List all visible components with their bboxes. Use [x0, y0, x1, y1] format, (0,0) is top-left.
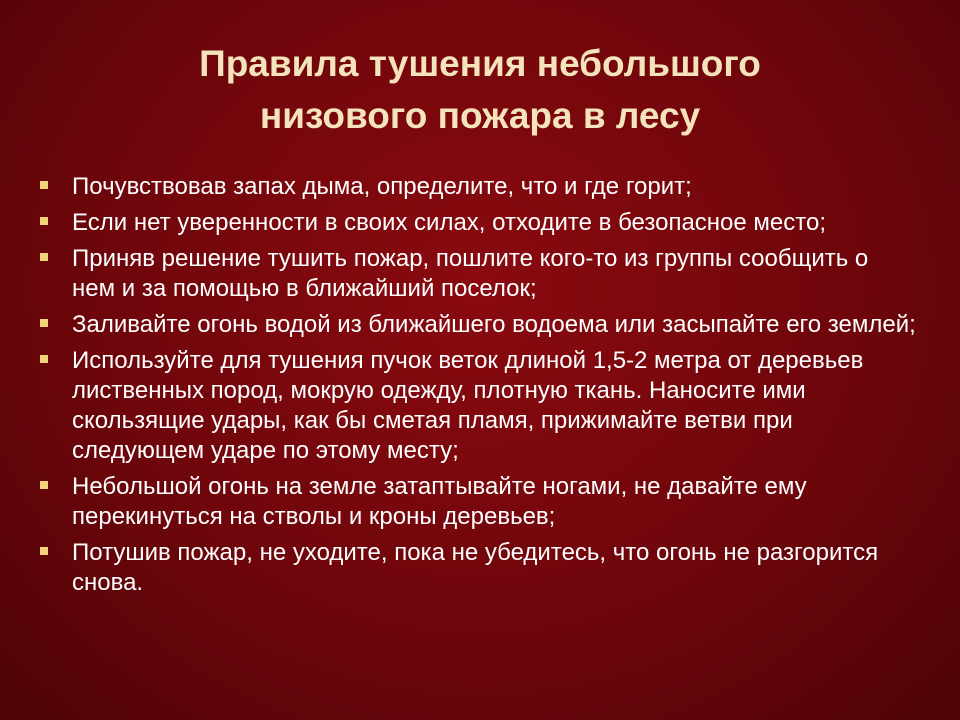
square-bullet-icon	[40, 481, 48, 489]
bullet-text: Если нет уверенности в своих силах, отходите в безопасное место;	[72, 209, 826, 236]
bullet-text: Почувствовав запах дыма, определите, что и где горит;	[72, 173, 692, 200]
square-bullet-icon	[40, 547, 48, 555]
square-bullet-icon	[40, 355, 48, 363]
bullet-text: Приняв решение тушить пожар, пошлите кого-то из группы сообщить о нем и за помощью в ближайший поселок;	[72, 245, 869, 302]
square-bullet-icon	[40, 319, 48, 327]
bullet-item	[38, 244, 918, 304]
bullet-item	[38, 172, 918, 202]
bullet-text: Заливайте огонь водой из ближайшего водоема или засыпайте его землей;	[72, 311, 916, 338]
bullet-text: Используйте для тушения пучок веток длиной 1,5-2 метра от деревьев лиственных пород, мокрую одежду, плотную ткань. Наносите ими скользящие удары, как бы сметая пламя, прижимайте ветви при следующем ударе по этому месту;	[72, 347, 864, 464]
bullet-item	[38, 208, 918, 238]
bullet-text: Небольшой огонь на земле затаптывайте ногами, не давайте ему перекинуться на стволы и кроны деревьев;	[72, 473, 807, 530]
square-bullet-icon	[40, 217, 48, 225]
square-bullet-icon	[40, 253, 48, 261]
square-bullet-icon	[40, 181, 48, 189]
slide-title-line-1: Правила тушения небольшого	[199, 43, 761, 84]
bullet-item	[38, 472, 918, 532]
bullet-text: Потушив пожар, не уходите, пока не убедитесь, что огонь не разгорится снова.	[72, 539, 879, 596]
bullet-item	[38, 538, 918, 598]
bullet-list	[38, 172, 918, 604]
slide-title	[0, 38, 960, 142]
slide-title-line-2: низового пожара в лесу	[259, 95, 701, 136]
bullet-item	[38, 346, 918, 466]
bullet-item	[38, 310, 918, 340]
